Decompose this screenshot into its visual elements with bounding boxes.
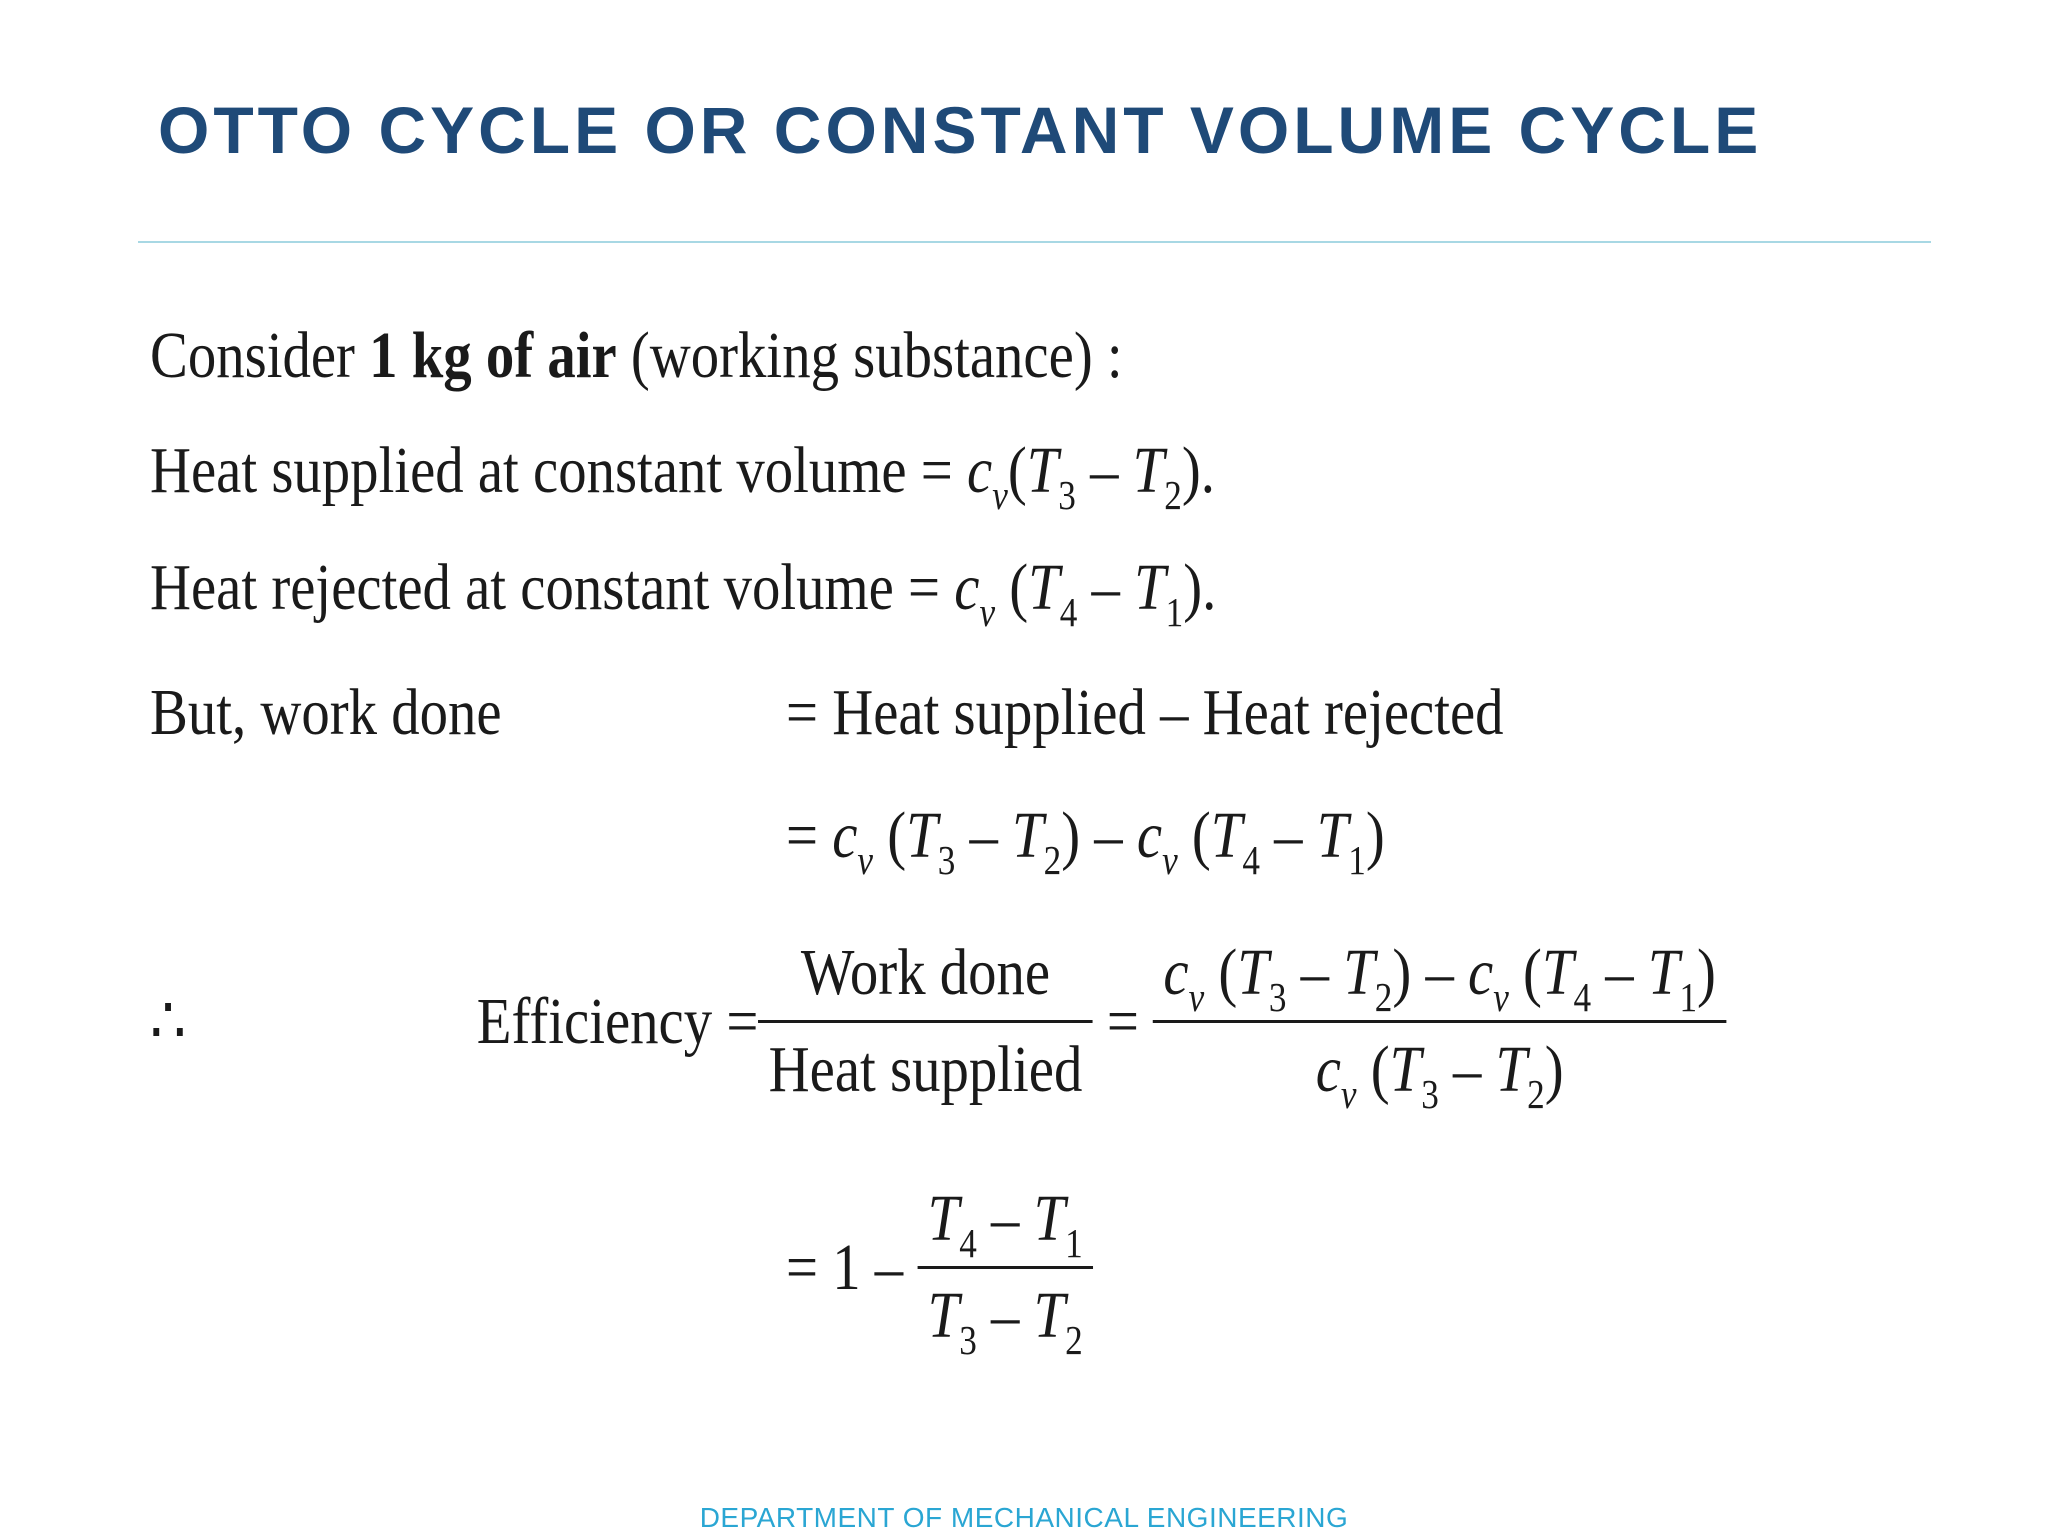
- consider-suffix: (working substance) :: [616, 319, 1123, 392]
- work-done-label: But, work done: [150, 676, 502, 749]
- title-divider: [138, 241, 1931, 243]
- efficiency-fraction-3: [917, 1182, 1093, 1364]
- footer-department: DEPARTMENT OF MECHANICAL ENGINEERING: [699, 1502, 1349, 1533]
- efficiency-final-row: [786, 1182, 1093, 1364]
- fraction-2-denominator: $c_v$ $(T_3 - T_2)$: [1315, 1033, 1564, 1118]
- fraction-2-numerator: $c_v$ $(T_3 - T_2) - c_v$ $(T_4 - T_1)$: [1153, 940, 1726, 1023]
- slide-title: OTTO CYCLE OR CONSTANT VOLUME CYCLE: [158, 93, 1763, 167]
- heat-supplied-label: Heat supplied at constant volume =: [150, 434, 968, 507]
- final-prefix: = 1 –: [786, 1230, 918, 1304]
- fraction-1-denominator: Heat supplied: [768, 1033, 1083, 1106]
- heat-rejected-label: Heat rejected at constant volume =: [150, 551, 955, 624]
- consider-bold: 1 kg of air: [369, 319, 617, 392]
- heat-rejected-formula: $c_v$ $(T_4 - T_1)$.: [954, 551, 1217, 636]
- efficiency-label: Efficiency =: [476, 984, 759, 1058]
- heat-rejected-line: [150, 551, 1217, 636]
- efficiency-fraction-1: [758, 936, 1092, 1106]
- efficiency-fraction-2: [1153, 936, 1726, 1118]
- heat-supplied-line: [150, 434, 1215, 519]
- consider-prefix: Consider: [150, 319, 370, 392]
- work-done-formula-expanded: = $c_v$ $(T_3 - T_2) - c_v$ $(T_4 - T_1)$: [786, 799, 1385, 884]
- fraction-3-numerator: $T_4 - T_1$: [917, 1186, 1093, 1269]
- work-done-formula: = Heat supplied – Heat rejected: [786, 676, 1504, 749]
- consider-line: [150, 319, 1123, 392]
- efficiency-equals: =: [1092, 984, 1154, 1058]
- efficiency-row: [150, 936, 1726, 1118]
- fraction-1-numerator: Work done: [758, 940, 1092, 1023]
- fraction-3-denominator: $T_3 - T_2$: [927, 1279, 1083, 1364]
- therefore-symbol: ∴: [150, 984, 187, 1058]
- heat-supplied-formula: $c_v(T_3 - T_2)$.: [967, 434, 1215, 519]
